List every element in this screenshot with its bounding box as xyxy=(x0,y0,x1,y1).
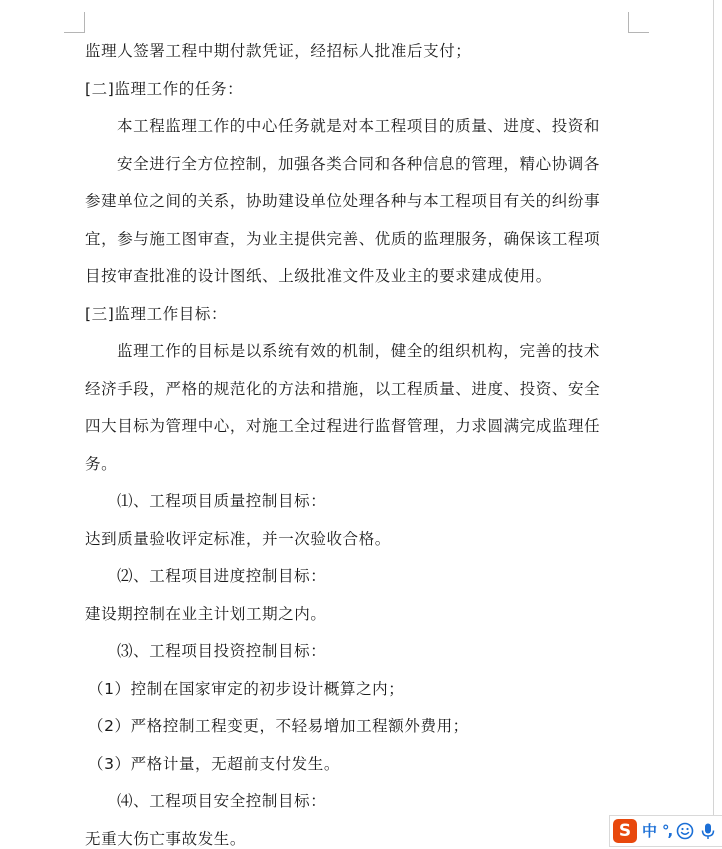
list-item[interactable]: （2）严格控制工程变更，不轻易增加工程额外费用； xyxy=(88,717,469,735)
section-heading-tasks[interactable]: [二]监理工作的任务： xyxy=(85,80,244,98)
paragraph-line[interactable]: 安全进行全方位控制，加强各类合同和各种信息的管理，精心协调各 xyxy=(117,155,601,173)
paragraph-line[interactable]: 经济手段，严格的规范化的方法和措施，以工程质量、进度、投资、安全 xyxy=(85,380,601,398)
paragraph-line[interactable]: 监理人签署工程中期付款凭证，经招标人批准后支付； xyxy=(85,42,472,60)
crop-mark-top-right xyxy=(628,12,649,33)
ime-toolbar[interactable] xyxy=(609,815,722,847)
paragraph-line[interactable]: 四大目标为管理中心，对施工全过程进行监督管理，力求圆满完成监理任 xyxy=(85,417,601,435)
emoji-icon[interactable] xyxy=(676,822,694,840)
subheading-investment[interactable]: ⑶、工程项目投资控制目标： xyxy=(117,642,327,660)
paragraph-line[interactable]: 达到质量验收评定标准，并一次验收合格。 xyxy=(85,530,391,548)
paragraph-line[interactable]: 建设期控制在业主计划工期之内。 xyxy=(85,605,327,623)
crop-mark-top-left xyxy=(64,12,85,33)
window-edge xyxy=(713,0,714,847)
paragraph-line[interactable]: 监理工作的目标是以系统有效的机制，健全的组织机构，完善的技术 xyxy=(117,342,601,360)
list-item[interactable]: （3）严格计量，无超前支付发生。 xyxy=(88,755,340,773)
microphone-icon[interactable] xyxy=(699,822,717,840)
subheading-schedule[interactable]: ⑵、工程项目进度控制目标： xyxy=(117,567,327,585)
subheading-quality[interactable]: ⑴、工程项目质量控制目标： xyxy=(117,492,327,510)
paragraph-line[interactable]: 务。 xyxy=(85,455,118,473)
paragraph-line[interactable]: 无重大伤亡事故发生。 xyxy=(85,830,247,848)
list-item[interactable]: （1）控制在国家审定的初步设计概算之内； xyxy=(88,680,405,698)
paragraph-line[interactable]: 本工程监理工作的中心任务就是对本工程项目的质量、进度、投资和 xyxy=(117,117,601,135)
section-heading-goals[interactable]: [三]监理工作目标： xyxy=(85,305,228,323)
paragraph-line[interactable]: 宜，参与施工图审查，为业主提供完善、优质的监理服务，确保该工程项 xyxy=(85,230,601,248)
subheading-safety[interactable]: ⑷、工程项目安全控制目标： xyxy=(117,792,327,810)
paragraph-line[interactable]: 目按审查批准的设计图纸、上级批准文件及业主的要求建成使用。 xyxy=(85,267,552,285)
ime-punctuation-toggle[interactable]: °, xyxy=(662,822,672,840)
sogou-logo-icon[interactable]: S xyxy=(613,819,637,843)
paragraph-line[interactable]: 参建单位之间的关系，协助建设单位处理各种与本工程项目有关的纠纷事 xyxy=(85,192,601,210)
ime-language-toggle[interactable]: 中 xyxy=(642,822,658,840)
